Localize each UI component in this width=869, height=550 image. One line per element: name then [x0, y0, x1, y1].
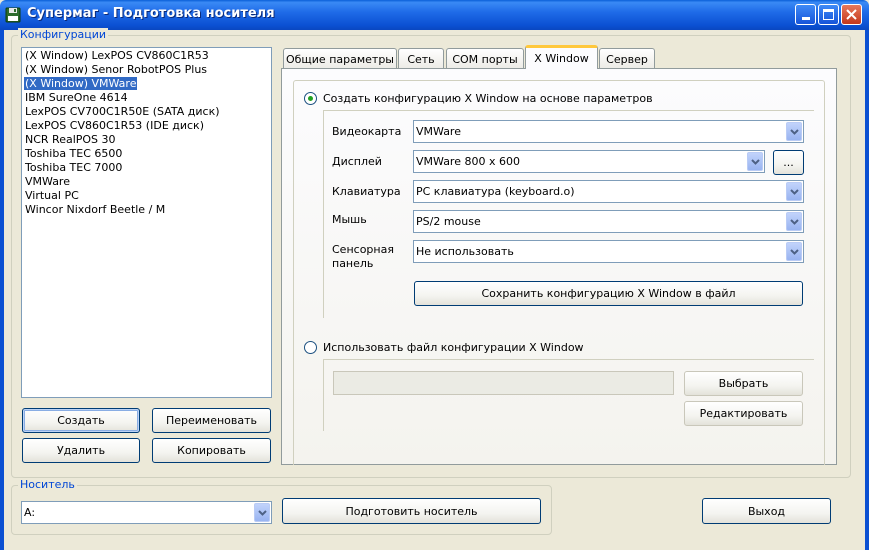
display-value: VMWare 800 x 600	[416, 155, 520, 168]
chevron-down-icon[interactable]	[786, 212, 802, 231]
prepare-media-button[interactable]: Подготовить носитель	[282, 498, 541, 524]
tab-x-window[interactable]: X Window	[525, 45, 598, 69]
mouse-select[interactable]	[413, 210, 804, 233]
exit-button[interactable]: Выход	[702, 498, 831, 524]
params-vertical-line	[323, 110, 324, 318]
chevron-down-icon[interactable]	[786, 122, 802, 141]
choose-file-button[interactable]: Выбрать	[684, 371, 803, 396]
drive-select[interactable]	[21, 501, 272, 524]
window-border-right	[865, 30, 869, 550]
chevron-down-icon[interactable]	[786, 242, 802, 261]
configurations-listbox[interactable]	[21, 47, 272, 398]
list-item[interactable]: (X Window) VMWare	[25, 77, 137, 90]
window-border-left	[0, 30, 4, 550]
video-card-select[interactable]	[413, 120, 804, 143]
maximize-icon	[823, 9, 834, 20]
file-divider	[323, 359, 814, 360]
display-label: Дисплей	[332, 155, 382, 168]
copy-button[interactable]: Копировать	[152, 438, 271, 463]
keyboard-select[interactable]	[413, 180, 804, 203]
close-icon	[846, 9, 857, 20]
touch-panel-label-line2: панель	[332, 257, 374, 270]
minimize-button[interactable]	[795, 4, 816, 25]
config-file-path-input[interactable]	[333, 371, 674, 395]
list-item[interactable]: NCR RealPOS 30	[25, 133, 116, 146]
file-vertical-line	[323, 359, 324, 431]
chevron-down-icon[interactable]	[747, 152, 763, 171]
maximize-button[interactable]	[818, 4, 839, 25]
display-browse-button[interactable]: ...	[773, 150, 804, 175]
save-xwindow-config-button[interactable]: Сохранить конфигурацию X Window в файл	[414, 281, 803, 306]
tab-server[interactable]: Сервер	[599, 48, 655, 69]
chevron-down-icon[interactable]	[254, 503, 270, 522]
keyboard-label: Клавиатура	[332, 185, 401, 198]
drive-value: A:	[24, 506, 36, 519]
edit-file-button[interactable]: Редактировать	[684, 401, 803, 426]
radio-selected-dot	[308, 96, 313, 101]
radio-use-config-file[interactable]	[304, 341, 317, 354]
touch-panel-select[interactable]	[413, 240, 804, 263]
list-item[interactable]: Toshiba TEC 6500	[25, 147, 123, 160]
list-item[interactable]: VMWare	[25, 175, 70, 188]
touch-panel-value: Не использовать	[416, 245, 514, 258]
touch-panel-label-line1: Сенсорная	[332, 243, 394, 256]
list-item[interactable]: Toshiba TEC 7000	[25, 161, 123, 174]
configurations-legend: Конфигурации	[20, 28, 107, 41]
delete-button[interactable]: Удалить	[22, 438, 140, 463]
active-tab-joiner	[526, 67, 597, 70]
media-legend: Носитель	[20, 478, 75, 491]
list-item[interactable]: (X Window) Senor RobotPOS Plus	[25, 63, 208, 76]
option-file-label: Использовать файл конфигурации X Window	[323, 341, 584, 354]
create-button[interactable]: Создать	[22, 408, 140, 433]
tab-general[interactable]: Общие параметры	[283, 48, 397, 69]
display-select[interactable]	[413, 150, 765, 173]
tab-com-ports[interactable]: COM порты	[446, 48, 524, 69]
option-params-label: Создать конфигурацию X Window на основе параметров	[323, 92, 653, 105]
list-item[interactable]: IBM SureOne 4614	[25, 91, 128, 104]
keyboard-value: PC клавиатура (keyboard.o)	[416, 185, 575, 198]
list-item[interactable]: Virtual PC	[25, 189, 79, 202]
tab-network[interactable]: Сеть	[398, 48, 444, 69]
list-item[interactable]: LexPOS CV860C1R53 (IDE диск)	[25, 119, 204, 132]
rename-button[interactable]: Переименовать	[152, 408, 271, 433]
window-title: Супермаг - Подготовка носителя	[27, 6, 275, 21]
list-item[interactable]: (X Window) LexPOS CV860C1R53	[25, 49, 209, 62]
mouse-label: Мышь	[332, 213, 367, 226]
list-item[interactable]: LexPOS CV700C1R50E (SATA диск)	[25, 105, 220, 118]
video-card-value: VMWare	[416, 125, 461, 138]
chevron-down-icon[interactable]	[786, 182, 802, 201]
minimize-icon	[802, 17, 810, 20]
close-button[interactable]	[841, 4, 862, 25]
params-divider	[323, 110, 814, 111]
radio-create-from-params[interactable]	[304, 92, 317, 105]
mouse-value: PS/2 mouse	[416, 215, 481, 228]
video-card-label: Видеокарта	[332, 125, 402, 138]
list-item[interactable]: Wincor Nixdorf Beetle / M	[25, 203, 166, 216]
floppy-disk-icon	[5, 7, 21, 23]
